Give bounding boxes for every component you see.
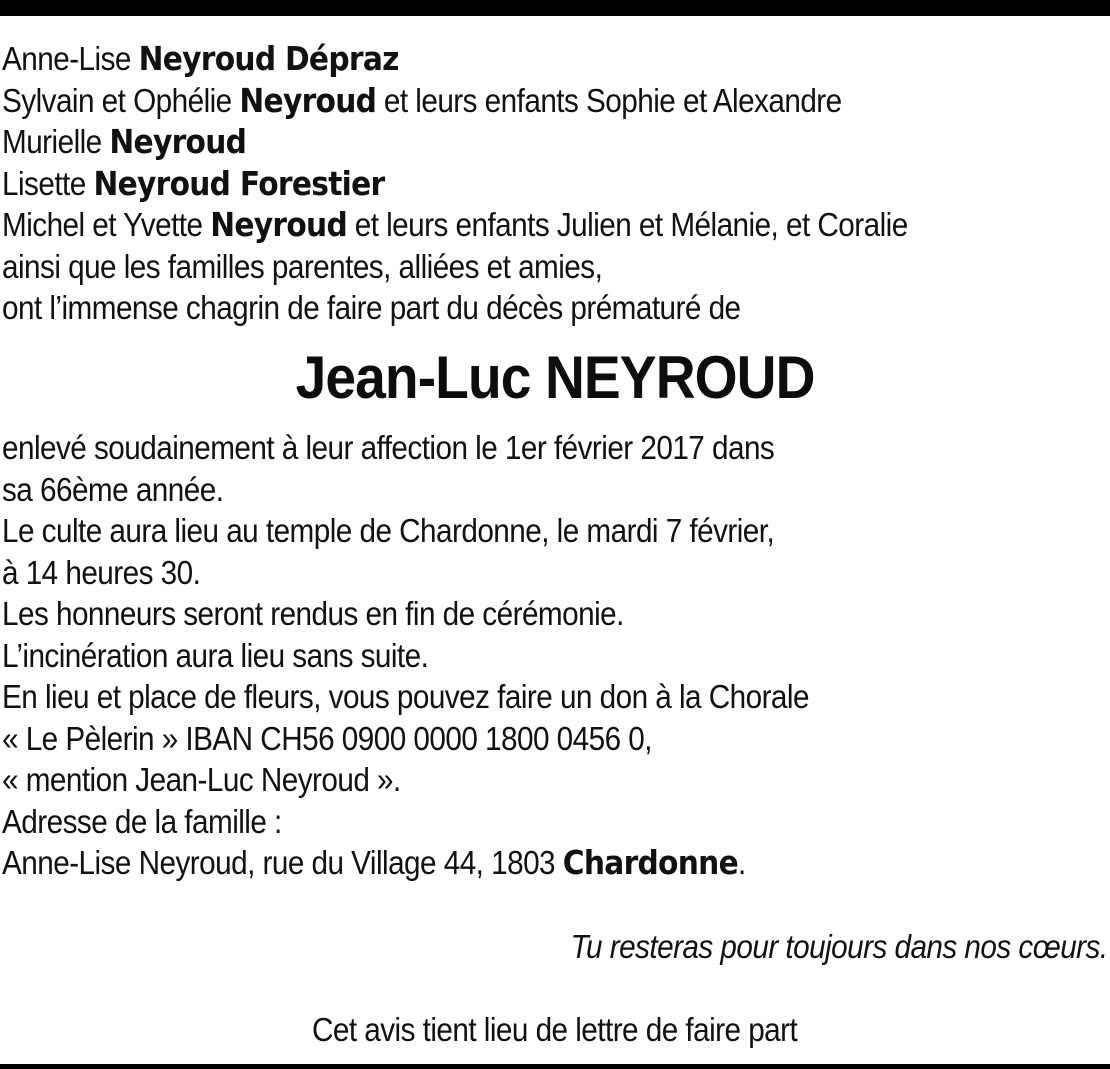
family-surname: Neyroud (210, 205, 347, 244)
address-town: Chardonne (562, 843, 738, 882)
family-line (2, 163, 997, 205)
family-line (2, 121, 997, 163)
detail-line: « Le Pèlerin » IBAN CH56 0900 0000 1800 0456 0, (2, 719, 652, 757)
detail-line: En lieu et place de fleurs, vous pouvez faire un don à la Chorale (2, 678, 809, 715)
memorial-motto: Tu resteras pour toujours dans nos cœurs. (571, 928, 1108, 965)
family-surname: Neyroud Forestier (93, 163, 385, 203)
detail-line: à 14 heures 30. (2, 553, 201, 591)
bottom-border-rule (0, 1064, 1110, 1069)
family-line (2, 204, 997, 246)
address-street: Anne-Lise Neyroud, rue du Village 44, 1803 (2, 844, 556, 881)
family-first-names: Lisette (2, 164, 86, 202)
detail-line: « mention Jean-Luc Neyroud ». (2, 761, 401, 798)
address-suffix: . (737, 844, 746, 881)
detail-line: L’incinération aura lieu sans suite. (2, 636, 429, 674)
family-first-names: Anne-Lise (2, 40, 131, 77)
closing-note-text: Cet avis tient lieu de lettre de faire part (312, 1011, 798, 1048)
detail-line: enlevé soudainement à leur affection le 1er février 2017 dans (2, 429, 775, 466)
family-first-names: Murielle (2, 123, 102, 160)
family-first-names: Sylvain et Ophélie (2, 81, 232, 119)
family-extra: et leurs enfants Julien et Mélanie, et Coralie (354, 206, 908, 243)
closing-note (0, 1008, 1110, 1052)
intro-line: ont l’immense chagrin de faire part du décès prématuré de (2, 289, 741, 326)
family-surname: Neyroud Dépraz (138, 39, 399, 78)
family-surname: Neyroud (239, 80, 377, 120)
intro-line: ainsi que les familles parentes, alliées et amies, (2, 247, 603, 285)
detail-line: sa 66ème année. (2, 470, 224, 508)
family-line (2, 80, 997, 122)
detail-line: Les honneurs seront rendus en fin de cérémonie. (2, 595, 624, 632)
family-list (2, 38, 997, 329)
family-surname: Neyroud (109, 122, 247, 161)
detail-line: Le culte aura lieu au temple de Chardonne, le mardi 7 février, (2, 512, 775, 549)
top-border-rule (0, 0, 1110, 16)
deceased-name-text: Jean-Luc NEYROUD (295, 344, 815, 411)
family-line (2, 38, 997, 80)
details-text (2, 427, 997, 884)
family-extra: et leurs enfants Sophie et Alexandre (383, 81, 842, 119)
detail-line: Adresse de la famille : (2, 802, 282, 840)
deceased-name (0, 340, 1110, 416)
family-first-names: Michel et Yvette (2, 206, 203, 243)
family-address (2, 842, 997, 884)
